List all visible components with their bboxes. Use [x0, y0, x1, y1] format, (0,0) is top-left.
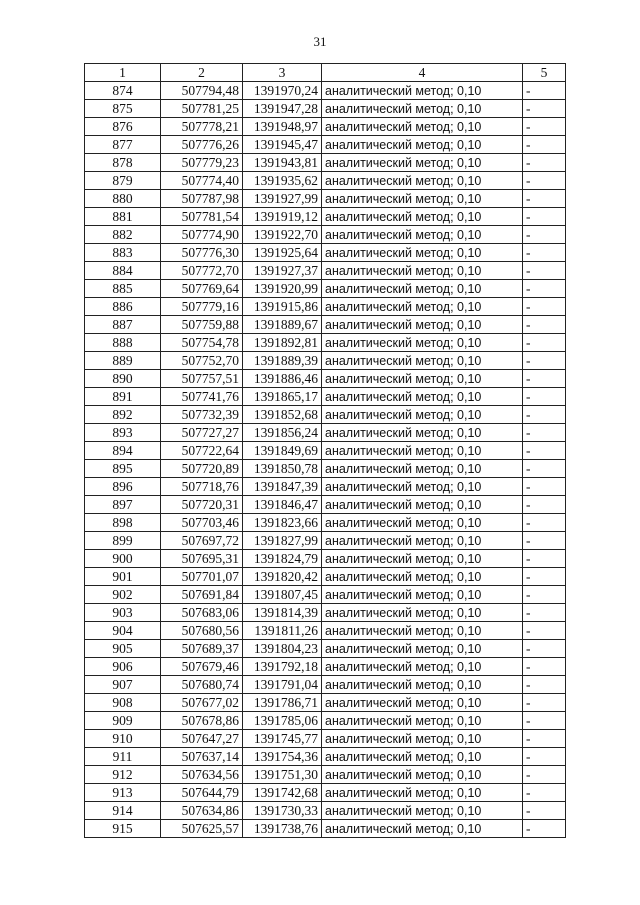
note-cell: - [523, 604, 566, 622]
y-coordinate-cell: 1391935,62 [243, 172, 322, 190]
point-number-cell: 884 [85, 262, 161, 280]
table-row [85, 280, 566, 298]
method-accuracy-cell: аналитический метод; 0,10 [322, 100, 523, 118]
y-coordinate-cell: 1391915,86 [243, 298, 322, 316]
header-row [85, 64, 566, 82]
y-coordinate-cell: 1391943,81 [243, 154, 322, 172]
point-number-cell: 905 [85, 640, 161, 658]
y-coordinate-cell: 1391754,36 [243, 748, 322, 766]
y-coordinate-cell: 1391804,23 [243, 640, 322, 658]
method-accuracy-cell: аналитический метод; 0,10 [322, 550, 523, 568]
table-row [85, 406, 566, 424]
table-row [85, 784, 566, 802]
y-coordinate-cell: 1391792,18 [243, 658, 322, 676]
method-accuracy-cell: аналитический метод; 0,10 [322, 676, 523, 694]
x-coordinate-cell: 507781,25 [161, 100, 243, 118]
note-cell: - [523, 460, 566, 478]
x-coordinate-cell: 507718,76 [161, 478, 243, 496]
method-accuracy-cell: аналитический метод; 0,10 [322, 568, 523, 586]
point-number-cell: 883 [85, 244, 161, 262]
point-number-cell: 882 [85, 226, 161, 244]
table-header [85, 64, 566, 82]
x-coordinate-cell: 507772,70 [161, 262, 243, 280]
table-row [85, 100, 566, 118]
point-number-cell: 912 [85, 766, 161, 784]
x-coordinate-cell: 507644,79 [161, 784, 243, 802]
note-cell: - [523, 784, 566, 802]
x-coordinate-cell: 507720,89 [161, 460, 243, 478]
x-coordinate-cell: 507680,56 [161, 622, 243, 640]
method-accuracy-cell: аналитический метод; 0,10 [322, 154, 523, 172]
y-coordinate-cell: 1391852,68 [243, 406, 322, 424]
x-coordinate-cell: 507769,64 [161, 280, 243, 298]
method-accuracy-cell: аналитический метод; 0,10 [322, 316, 523, 334]
point-number-cell: 886 [85, 298, 161, 316]
method-accuracy-cell: аналитический метод; 0,10 [322, 82, 523, 100]
method-accuracy-cell: аналитический метод; 0,10 [322, 172, 523, 190]
y-coordinate-cell: 1391849,69 [243, 442, 322, 460]
x-coordinate-cell: 507683,06 [161, 604, 243, 622]
y-coordinate-cell: 1391827,99 [243, 532, 322, 550]
table-row [85, 262, 566, 280]
y-coordinate-cell: 1391892,81 [243, 334, 322, 352]
x-coordinate-cell: 507774,40 [161, 172, 243, 190]
x-coordinate-cell: 507691,84 [161, 586, 243, 604]
note-cell: - [523, 730, 566, 748]
y-coordinate-cell: 1391889,39 [243, 352, 322, 370]
note-cell: - [523, 262, 566, 280]
point-number-cell: 896 [85, 478, 161, 496]
point-number-cell: 888 [85, 334, 161, 352]
table-row [85, 478, 566, 496]
y-coordinate-cell: 1391925,64 [243, 244, 322, 262]
method-accuracy-cell: аналитический метод; 0,10 [322, 460, 523, 478]
x-coordinate-cell: 507727,27 [161, 424, 243, 442]
y-coordinate-cell: 1391820,42 [243, 568, 322, 586]
x-coordinate-cell: 507779,16 [161, 298, 243, 316]
point-number-cell: 885 [85, 280, 161, 298]
page-number: 31 [313, 34, 327, 49]
column-header-3: 3 [243, 64, 322, 82]
table-row [85, 352, 566, 370]
method-accuracy-cell: аналитический метод; 0,10 [322, 298, 523, 316]
method-accuracy-cell: аналитический метод; 0,10 [322, 208, 523, 226]
method-accuracy-cell: аналитический метод; 0,10 [322, 262, 523, 280]
point-number-cell: 914 [85, 802, 161, 820]
point-number-cell: 907 [85, 676, 161, 694]
note-cell: - [523, 496, 566, 514]
table-row [85, 694, 566, 712]
table-row [85, 172, 566, 190]
point-number-cell: 892 [85, 406, 161, 424]
point-number-cell: 894 [85, 442, 161, 460]
column-header-5: 5 [523, 64, 566, 82]
y-coordinate-cell: 1391919,12 [243, 208, 322, 226]
point-number-cell: 889 [85, 352, 161, 370]
method-accuracy-cell: аналитический метод; 0,10 [322, 766, 523, 784]
method-accuracy-cell: аналитический метод; 0,10 [322, 694, 523, 712]
y-coordinate-cell: 1391927,99 [243, 190, 322, 208]
point-number-cell: 909 [85, 712, 161, 730]
note-cell: - [523, 478, 566, 496]
point-number-cell: 887 [85, 316, 161, 334]
method-accuracy-cell: аналитический метод; 0,10 [322, 370, 523, 388]
coordinates-table [84, 63, 566, 838]
point-number-cell: 890 [85, 370, 161, 388]
table-row [85, 388, 566, 406]
method-accuracy-cell: аналитический метод; 0,10 [322, 496, 523, 514]
table-row [85, 712, 566, 730]
note-cell: - [523, 118, 566, 136]
table-row [85, 82, 566, 100]
method-accuracy-cell: аналитический метод; 0,10 [322, 424, 523, 442]
y-coordinate-cell: 1391922,70 [243, 226, 322, 244]
x-coordinate-cell: 507637,14 [161, 748, 243, 766]
note-cell: - [523, 406, 566, 424]
x-coordinate-cell: 507794,48 [161, 82, 243, 100]
point-number-cell: 897 [85, 496, 161, 514]
table-row [85, 658, 566, 676]
table-row [85, 766, 566, 784]
x-coordinate-cell: 507778,21 [161, 118, 243, 136]
table-row [85, 568, 566, 586]
method-accuracy-cell: аналитический метод; 0,10 [322, 514, 523, 532]
note-cell: - [523, 820, 566, 838]
point-number-cell: 903 [85, 604, 161, 622]
x-coordinate-cell: 507781,54 [161, 208, 243, 226]
table-body [85, 82, 566, 838]
y-coordinate-cell: 1391847,39 [243, 478, 322, 496]
method-accuracy-cell: аналитический метод; 0,10 [322, 118, 523, 136]
point-number-cell: 915 [85, 820, 161, 838]
method-accuracy-cell: аналитический метод; 0,10 [322, 748, 523, 766]
y-coordinate-cell: 1391856,24 [243, 424, 322, 442]
point-number-cell: 898 [85, 514, 161, 532]
note-cell: - [523, 208, 566, 226]
method-accuracy-cell: аналитический метод; 0,10 [322, 640, 523, 658]
method-accuracy-cell: аналитический метод; 0,10 [322, 802, 523, 820]
y-coordinate-cell: 1391927,37 [243, 262, 322, 280]
x-coordinate-cell: 507757,51 [161, 370, 243, 388]
y-coordinate-cell: 1391751,30 [243, 766, 322, 784]
x-coordinate-cell: 507722,64 [161, 442, 243, 460]
note-cell: - [523, 172, 566, 190]
note-cell: - [523, 748, 566, 766]
y-coordinate-cell: 1391785,06 [243, 712, 322, 730]
column-header-4: 4 [322, 64, 523, 82]
note-cell: - [523, 586, 566, 604]
table-row [85, 424, 566, 442]
y-coordinate-cell: 1391786,71 [243, 694, 322, 712]
point-number-cell: 911 [85, 748, 161, 766]
y-coordinate-cell: 1391948,97 [243, 118, 322, 136]
x-coordinate-cell: 507776,30 [161, 244, 243, 262]
table-row [85, 154, 566, 172]
note-cell: - [523, 352, 566, 370]
y-coordinate-cell: 1391920,99 [243, 280, 322, 298]
y-coordinate-cell: 1391865,17 [243, 388, 322, 406]
note-cell: - [523, 640, 566, 658]
method-accuracy-cell: аналитический метод; 0,10 [322, 784, 523, 802]
x-coordinate-cell: 507679,46 [161, 658, 243, 676]
y-coordinate-cell: 1391811,26 [243, 622, 322, 640]
method-accuracy-cell: аналитический метод; 0,10 [322, 532, 523, 550]
y-coordinate-cell: 1391814,39 [243, 604, 322, 622]
y-coordinate-cell: 1391730,33 [243, 802, 322, 820]
method-accuracy-cell: аналитический метод; 0,10 [322, 136, 523, 154]
note-cell: - [523, 514, 566, 532]
point-number-cell: 901 [85, 568, 161, 586]
point-number-cell: 908 [85, 694, 161, 712]
note-cell: - [523, 712, 566, 730]
x-coordinate-cell: 507787,98 [161, 190, 243, 208]
method-accuracy-cell: аналитический метод; 0,10 [322, 442, 523, 460]
method-accuracy-cell: аналитический метод; 0,10 [322, 586, 523, 604]
method-accuracy-cell: аналитический метод; 0,10 [322, 244, 523, 262]
point-number-cell: 877 [85, 136, 161, 154]
note-cell: - [523, 802, 566, 820]
note-cell: - [523, 136, 566, 154]
note-cell: - [523, 316, 566, 334]
table-row [85, 496, 566, 514]
x-coordinate-cell: 507741,76 [161, 388, 243, 406]
cut-off-footer-text [130, 892, 530, 905]
method-accuracy-cell: аналитический метод; 0,10 [322, 730, 523, 748]
note-cell: - [523, 298, 566, 316]
y-coordinate-cell: 1391850,78 [243, 460, 322, 478]
point-number-cell: 902 [85, 586, 161, 604]
note-cell: - [523, 100, 566, 118]
point-number-cell: 891 [85, 388, 161, 406]
x-coordinate-cell: 507779,23 [161, 154, 243, 172]
note-cell: - [523, 154, 566, 172]
x-coordinate-cell: 507759,88 [161, 316, 243, 334]
table-row [85, 586, 566, 604]
point-number-cell: 900 [85, 550, 161, 568]
method-accuracy-cell: аналитический метод; 0,10 [322, 352, 523, 370]
point-number-cell: 913 [85, 784, 161, 802]
note-cell: - [523, 226, 566, 244]
table-row [85, 370, 566, 388]
y-coordinate-cell: 1391970,24 [243, 82, 322, 100]
table-row [85, 208, 566, 226]
table-row [85, 550, 566, 568]
y-coordinate-cell: 1391945,47 [243, 136, 322, 154]
x-coordinate-cell: 507720,31 [161, 496, 243, 514]
x-coordinate-cell: 507776,26 [161, 136, 243, 154]
table-row [85, 298, 566, 316]
method-accuracy-cell: аналитический метод; 0,10 [322, 712, 523, 730]
table-row [85, 514, 566, 532]
method-accuracy-cell: аналитический метод; 0,10 [322, 478, 523, 496]
x-coordinate-cell: 507680,74 [161, 676, 243, 694]
x-coordinate-cell: 507634,86 [161, 802, 243, 820]
x-coordinate-cell: 507678,86 [161, 712, 243, 730]
method-accuracy-cell: аналитический метод; 0,10 [322, 406, 523, 424]
note-cell: - [523, 280, 566, 298]
point-number-cell: 876 [85, 118, 161, 136]
method-accuracy-cell: аналитический метод; 0,10 [322, 604, 523, 622]
point-number-cell: 910 [85, 730, 161, 748]
y-coordinate-cell: 1391742,68 [243, 784, 322, 802]
x-coordinate-cell: 507703,46 [161, 514, 243, 532]
note-cell: - [523, 334, 566, 352]
x-coordinate-cell: 507732,39 [161, 406, 243, 424]
table-row [85, 748, 566, 766]
table-row [85, 730, 566, 748]
point-number-cell: 893 [85, 424, 161, 442]
point-number-cell: 879 [85, 172, 161, 190]
point-number-cell: 880 [85, 190, 161, 208]
note-cell: - [523, 622, 566, 640]
method-accuracy-cell: аналитический метод; 0,10 [322, 820, 523, 838]
note-cell: - [523, 676, 566, 694]
note-cell: - [523, 388, 566, 406]
method-accuracy-cell: аналитический метод; 0,10 [322, 190, 523, 208]
note-cell: - [523, 190, 566, 208]
y-coordinate-cell: 1391823,66 [243, 514, 322, 532]
x-coordinate-cell: 507701,07 [161, 568, 243, 586]
method-accuracy-cell: аналитический метод; 0,10 [322, 658, 523, 676]
x-coordinate-cell: 507695,31 [161, 550, 243, 568]
point-number-cell: 878 [85, 154, 161, 172]
method-accuracy-cell: аналитический метод; 0,10 [322, 334, 523, 352]
point-number-cell: 875 [85, 100, 161, 118]
x-coordinate-cell: 507689,37 [161, 640, 243, 658]
note-cell: - [523, 442, 566, 460]
point-number-cell: 881 [85, 208, 161, 226]
table-row [85, 622, 566, 640]
note-cell: - [523, 766, 566, 784]
y-coordinate-cell: 1391947,28 [243, 100, 322, 118]
y-coordinate-cell: 1391807,45 [243, 586, 322, 604]
table-row [85, 802, 566, 820]
note-cell: - [523, 694, 566, 712]
table-row [85, 532, 566, 550]
note-cell: - [523, 550, 566, 568]
method-accuracy-cell: аналитический метод; 0,10 [322, 280, 523, 298]
table-row [85, 442, 566, 460]
y-coordinate-cell: 1391846,47 [243, 496, 322, 514]
y-coordinate-cell: 1391745,77 [243, 730, 322, 748]
point-number-cell: 904 [85, 622, 161, 640]
x-coordinate-cell: 507634,56 [161, 766, 243, 784]
table-row [85, 136, 566, 154]
x-coordinate-cell: 507754,78 [161, 334, 243, 352]
method-accuracy-cell: аналитический метод; 0,10 [322, 388, 523, 406]
x-coordinate-cell: 507697,72 [161, 532, 243, 550]
table-row [85, 190, 566, 208]
table-row [85, 118, 566, 136]
column-header-1: 1 [85, 64, 161, 82]
table-row [85, 316, 566, 334]
point-number-cell: 895 [85, 460, 161, 478]
note-cell: - [523, 424, 566, 442]
point-number-cell: 874 [85, 82, 161, 100]
x-coordinate-cell: 507647,27 [161, 730, 243, 748]
table-row [85, 244, 566, 262]
note-cell: - [523, 82, 566, 100]
x-coordinate-cell: 507625,57 [161, 820, 243, 838]
table-row [85, 640, 566, 658]
note-cell: - [523, 370, 566, 388]
note-cell: - [523, 658, 566, 676]
x-coordinate-cell: 507752,70 [161, 352, 243, 370]
y-coordinate-cell: 1391738,76 [243, 820, 322, 838]
point-number-cell: 906 [85, 658, 161, 676]
x-coordinate-cell: 507677,02 [161, 694, 243, 712]
table-row [85, 334, 566, 352]
y-coordinate-cell: 1391886,46 [243, 370, 322, 388]
table-row [85, 820, 566, 838]
point-number-cell: 899 [85, 532, 161, 550]
y-coordinate-cell: 1391824,79 [243, 550, 322, 568]
table-row [85, 460, 566, 478]
column-header-2: 2 [161, 64, 243, 82]
table-row [85, 676, 566, 694]
note-cell: - [523, 568, 566, 586]
y-coordinate-cell: 1391791,04 [243, 676, 322, 694]
table-row [85, 226, 566, 244]
table-row [85, 604, 566, 622]
note-cell: - [523, 244, 566, 262]
y-coordinate-cell: 1391889,67 [243, 316, 322, 334]
method-accuracy-cell: аналитический метод; 0,10 [322, 622, 523, 640]
method-accuracy-cell: аналитический метод; 0,10 [322, 226, 523, 244]
x-coordinate-cell: 507774,90 [161, 226, 243, 244]
note-cell: - [523, 532, 566, 550]
